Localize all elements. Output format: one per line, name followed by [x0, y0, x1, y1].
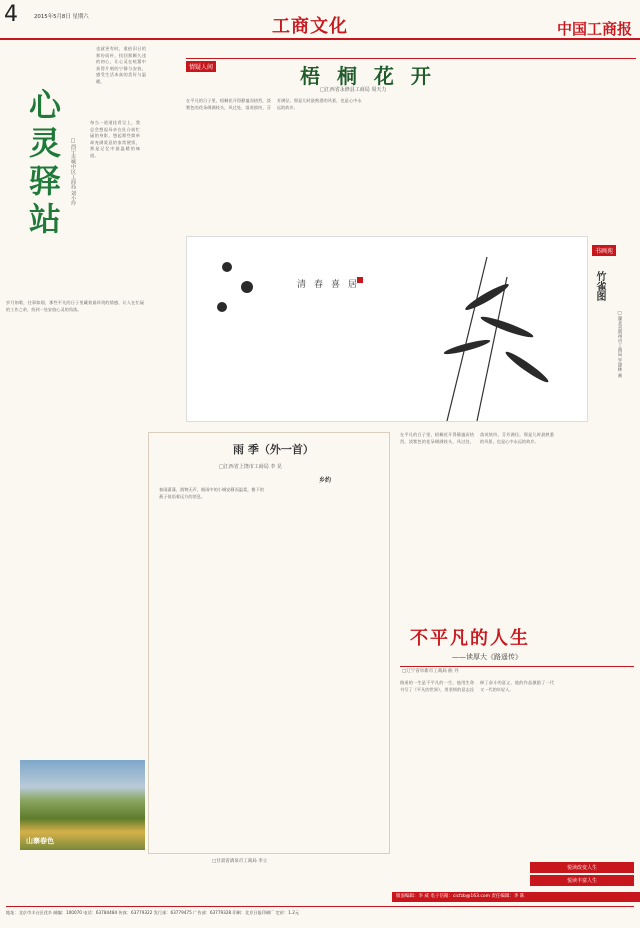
bamboo-painting [186, 236, 588, 422]
feature-tag: 情疑人间 [186, 61, 216, 72]
poem-byline: □江西省上饶市工商局 李 晃 [219, 464, 282, 470]
review-quotes [530, 862, 634, 886]
footer-editor: 版面编辑：李 威 电子信箱：cicfzb@163.com 责任编辑：李 陈 [392, 892, 640, 902]
right-body-text: 在平凡的日子里，梧桐花开得静谧而热烈，淡紫色的花朵缀满枝头，风过处，落英缤纷，芬芳满径。那是儿时最熟悉的风景，也是心中永远的故乡。 [400, 432, 554, 444]
feature-body: 在平凡的日子里，梧桐花开得静谧而热烈，淡紫色的花朵缀满枝头，风过处，落英缤纷，芬芳满径。那是儿时最熟悉的风景，也是心中永远的故乡。 [186, 98, 362, 110]
header-rule [0, 38, 640, 40]
landscape-photo [20, 760, 145, 850]
left-paragraph-2: 每当一道道佳肴呈上，我总会想起母亲在灶台前忙碌的身影，想起那些简单却充满爱意的家常便饭，那是记忆中最温暖的味道。 [90, 120, 140, 158]
masthead [0, 0, 640, 42]
issue-date: 2015年5月8日 星期六 [34, 14, 89, 20]
poem-title: 雨 季（外一首） [233, 443, 314, 456]
poem-stanza: 春雨潇潇，润物无声，细雨中的小城安静而温柔，檐下的燕子低语着远方的消息。 [159, 487, 264, 499]
review-quote-1: 悦读改变人生 [530, 862, 634, 873]
photo-caption: 山寨春色 [26, 837, 54, 845]
painting-credit: □湖北省荆州市工商局 罗建林 画 [617, 311, 622, 378]
painting-inscription: 清春喜居 [297, 280, 366, 290]
painting-sidebar [592, 238, 637, 431]
review-title: 不平凡的人生 [410, 628, 530, 649]
page-number: 4 [4, 2, 18, 27]
photo-credit: □甘肃省酒泉市工商局 李立 [212, 859, 268, 864]
review-subtitle: ——读厚大《路遥传》 [452, 653, 522, 661]
section-title: 工商文化 [272, 16, 348, 37]
poem-subtitle: 乡约 [319, 477, 332, 484]
column-title: 心灵驿站 [24, 88, 62, 240]
painting-title: 竹雀图 [594, 271, 605, 301]
newspaper-logo: 中国工商报 [556, 20, 632, 38]
review-quote-2: 悦读丰富人生 [530, 875, 634, 886]
feature-byline: □江西省永修县工商局 周天力 [320, 87, 387, 93]
review-body: 路遥的一生是不平凡的一生，他用生命书写了《平凡的世界》，用坚韧的意志诠释了奋斗的意义，他的作品激励了一代又一代的年轻人。 [400, 680, 554, 692]
footer [0, 888, 640, 928]
footer-address: 地址：北京市丰台区花乡 邮编：100070 电话：63784484 传真：63779322 发行部：63779475 广告部：63779328 印刷：北京日报印刷厂 定价：1.2元 [6, 910, 300, 915]
footer-rule [6, 906, 634, 907]
painting-section-label: 书画苑 [592, 245, 616, 256]
left-paragraph-3: 岁月如歌，往事如烟，那些平凡的日子里藏着最珍贵的情感，让人在忙碌的工作之余，找到一处安放心灵的角落。 [6, 300, 144, 312]
review-byline: □辽宁省阜新市工商局 曲 丹 [402, 669, 459, 674]
column-byline: □西宁市城中区工商局 刘小玲 [70, 138, 76, 206]
feature-title: 梧 桐 花 开 [300, 64, 436, 88]
poem-box [148, 432, 390, 854]
left-top-paragraph: 也就更有时，重拾旧日的那份质朴，找回那颗久违的初心，让心灵在喧嚣中获得片刻的宁静与安放，感受生活本真的美好与温暖。 [96, 46, 146, 84]
bamboo-sketch [187, 237, 587, 421]
